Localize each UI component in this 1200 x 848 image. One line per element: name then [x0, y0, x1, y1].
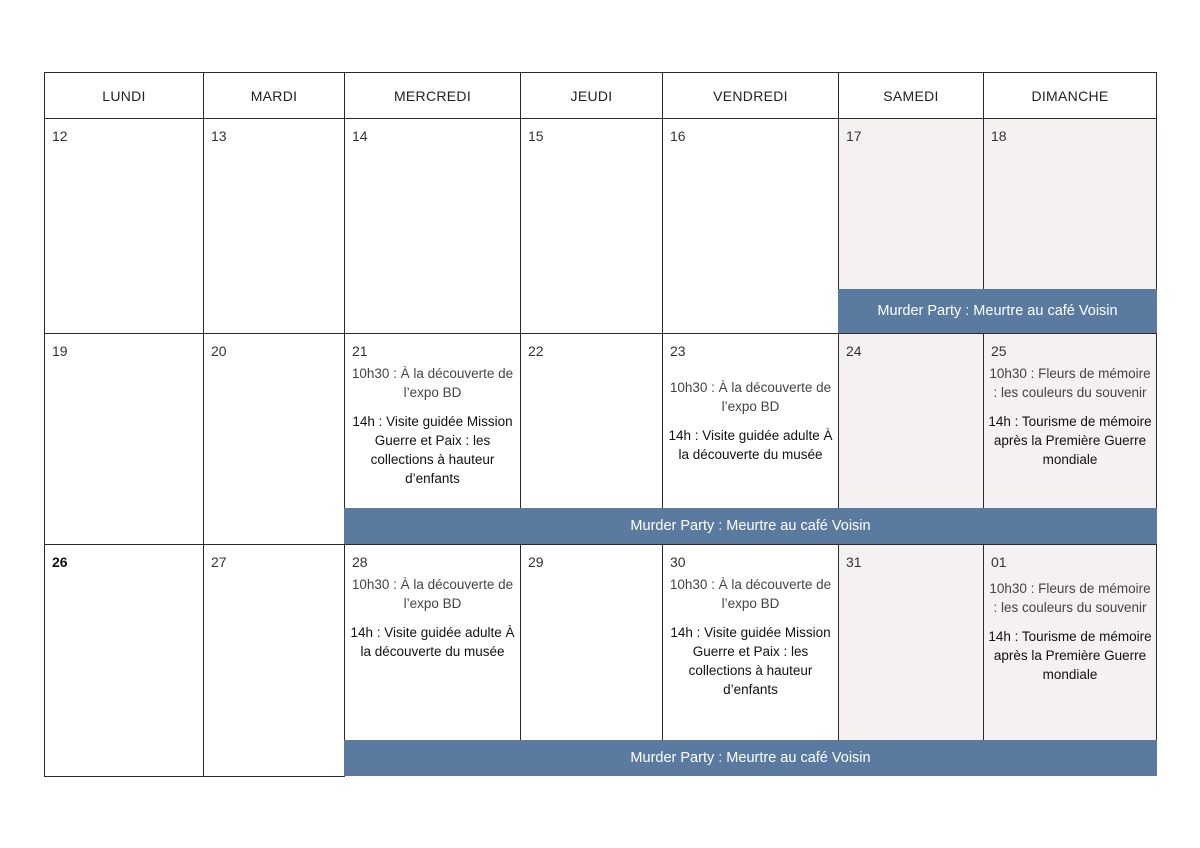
- day-cell-18[interactable]: [983, 118, 1157, 290]
- day-number: 23: [670, 343, 686, 359]
- day-cell-23[interactable]: [662, 333, 839, 509]
- day-cell-17[interactable]: [838, 118, 984, 290]
- day-cell-28[interactable]: [344, 544, 521, 741]
- calendar-event[interactable]: 10h30 : Fleurs de mémoire : les couleurs du souvenir: [989, 581, 1151, 615]
- day-cell-15[interactable]: [520, 118, 663, 334]
- day-events: [667, 378, 834, 464]
- day-number: 21: [352, 343, 368, 359]
- day-number: 31: [846, 554, 862, 570]
- calendar-event[interactable]: 14h : Tourisme de mémoire après la Première Guerre mondiale: [988, 629, 1152, 682]
- weekday-header-vendredi: VENDREDI: [662, 72, 839, 119]
- calendar-event[interactable]: 14h : Visite guidée adulte À la découverte du musée: [350, 625, 515, 659]
- weekday-header-lundi: LUNDI: [44, 72, 204, 119]
- day-cell-22[interactable]: [520, 333, 663, 509]
- weekday-header-mercredi: MERCREDI: [344, 72, 521, 119]
- day-number: 12: [52, 128, 68, 144]
- day-cell-16[interactable]: [662, 118, 839, 334]
- day-cell-12[interactable]: [44, 118, 204, 334]
- day-number: 22: [528, 343, 544, 359]
- day-events: [988, 579, 1152, 684]
- day-cell-26[interactable]: [44, 544, 204, 777]
- day-number: 27: [211, 554, 227, 570]
- murder-party-banner[interactable]: Murder Party : Meurtre au café Voisin: [344, 508, 1157, 544]
- day-cell-01[interactable]: [983, 544, 1157, 741]
- day-number: 24: [846, 343, 862, 359]
- calendar-event[interactable]: 10h30 : À la découverte de l’expo BD: [351, 366, 514, 400]
- day-cell-21[interactable]: [344, 333, 521, 509]
- day-number: 30: [670, 554, 686, 570]
- calendar-event[interactable]: 10h30 : Fleurs de mémoire : les couleurs du souvenir: [989, 366, 1151, 400]
- day-number: 01: [991, 554, 1007, 570]
- day-cell-14[interactable]: [344, 118, 521, 334]
- day-events: [988, 364, 1152, 469]
- weekday-header-jeudi: JEUDI: [520, 72, 663, 119]
- day-number: 17: [846, 128, 862, 144]
- day-cell-27[interactable]: [203, 544, 345, 777]
- calendar-event[interactable]: 14h : Tourisme de mémoire après la Première Guerre mondiale: [988, 414, 1152, 467]
- day-cell-31[interactable]: [838, 544, 984, 741]
- day-number: 18: [991, 128, 1007, 144]
- day-number: 25: [991, 343, 1007, 359]
- weekday-header-mardi: MARDI: [203, 72, 345, 119]
- calendar-event[interactable]: 14h : Visite guidée adulte À la découverte du musée: [668, 428, 833, 462]
- day-number: 13: [211, 128, 227, 144]
- calendar-event[interactable]: 10h30 : À la découverte de l’expo BD: [351, 577, 514, 611]
- calendar-event[interactable]: 10h30 : À la découverte de l’expo BD: [669, 380, 832, 414]
- weekday-header-samedi: SAMEDI: [838, 72, 984, 119]
- murder-party-banner[interactable]: Murder Party : Meurtre au café Voisin: [838, 289, 1157, 333]
- day-cell-29[interactable]: [520, 544, 663, 741]
- calendar-event[interactable]: 14h : Visite guidée Mission Guerre et Paix : les collections à hauteur d’enfants: [670, 625, 831, 697]
- day-number: 20: [211, 343, 227, 359]
- day-cell-19[interactable]: [44, 333, 204, 545]
- day-cell-30[interactable]: [662, 544, 839, 741]
- day-number: 28: [352, 554, 368, 570]
- day-cell-25[interactable]: [983, 333, 1157, 509]
- weekday-header-dimanche: DIMANCHE: [983, 72, 1157, 119]
- day-number: 29: [528, 554, 544, 570]
- day-number: 26: [52, 554, 68, 570]
- day-number: 14: [352, 128, 368, 144]
- day-number: 16: [670, 128, 686, 144]
- day-number: 19: [52, 343, 68, 359]
- day-number: 15: [528, 128, 544, 144]
- calendar-event[interactable]: 10h30 : À la découverte de l’expo BD: [669, 577, 832, 611]
- day-events: [349, 575, 516, 661]
- day-events: [349, 364, 516, 488]
- day-cell-13[interactable]: [203, 118, 345, 334]
- day-cell-20[interactable]: [203, 333, 345, 545]
- day-events: [667, 575, 834, 699]
- calendar-event[interactable]: 14h : Visite guidée Mission Guerre et Paix : les collections à hauteur d’enfants: [352, 414, 513, 486]
- murder-party-banner[interactable]: Murder Party : Meurtre au café Voisin: [344, 740, 1157, 776]
- day-cell-24[interactable]: [838, 333, 984, 509]
